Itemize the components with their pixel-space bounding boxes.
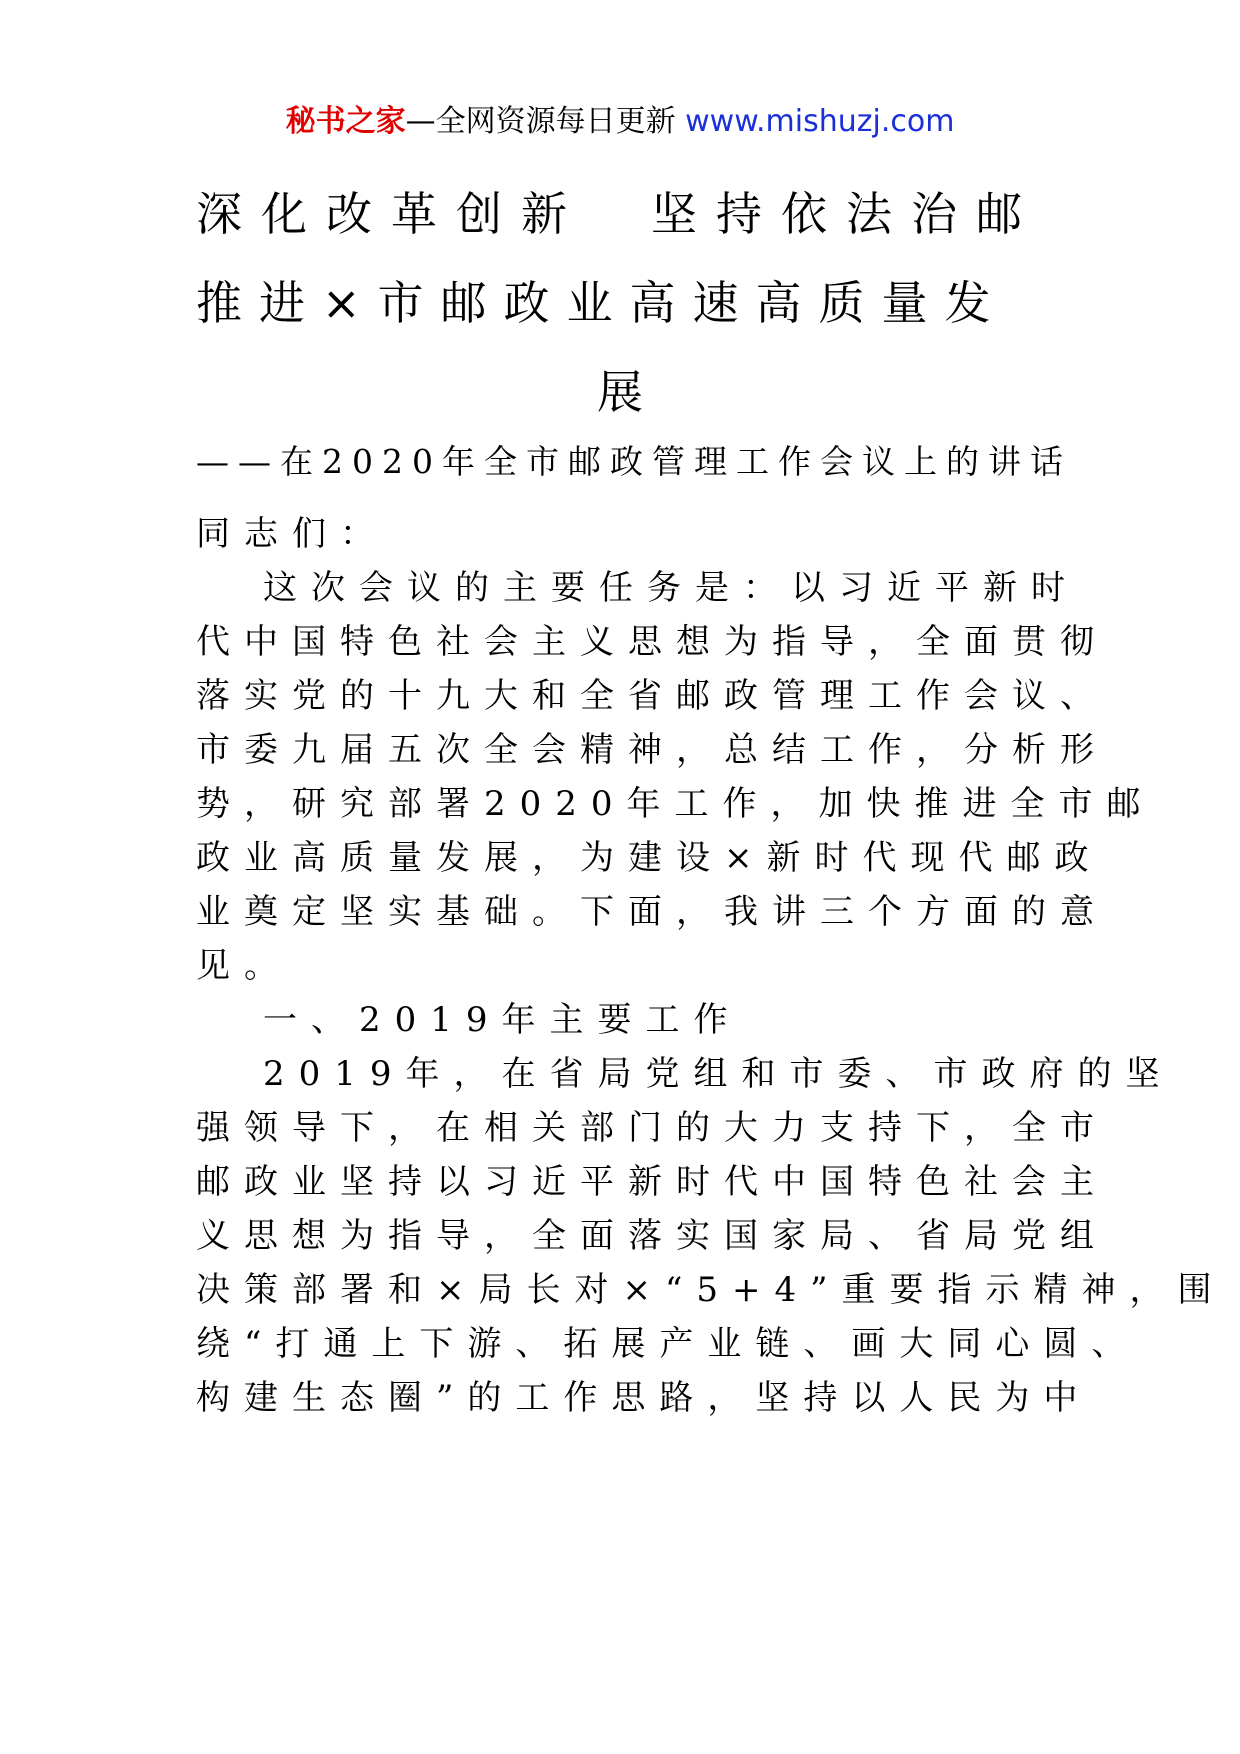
body-line: 业奠定坚实基础。下面，我讲三个方面的意 bbox=[196, 892, 1108, 932]
body-line: 落实党的十九大和全省邮政管理工作会议、 bbox=[196, 676, 1108, 716]
site-header bbox=[0, 102, 1240, 142]
body-line: 邮政业坚持以习近平新时代中国特色社会主 bbox=[196, 1162, 1108, 1202]
body-line: 市委九届五次全会精神，总结工作，分析形 bbox=[196, 730, 1108, 770]
body-line: 政业高质量发展，为建设×新时代现代邮政 bbox=[196, 838, 1103, 878]
body-line: 绕“打通上下游、拓展产业链、画大同心圆、 bbox=[196, 1324, 1140, 1364]
section-heading: 一、2019年主要工作 bbox=[263, 1000, 742, 1040]
body-line: 这次会议的主要任务是：以习近平新时 bbox=[263, 568, 1079, 608]
body-line: 义思想为指导，全面落实国家局、省局党组 bbox=[196, 1216, 1108, 1256]
body-line: 代中国特色社会主义思想为指导，全面贯彻 bbox=[196, 622, 1108, 662]
salutation: 同志们： bbox=[196, 514, 388, 554]
body-line: 2019年，在省局党组和市委、市政府的坚 bbox=[263, 1054, 1174, 1094]
title-line-3: 展 bbox=[597, 365, 643, 419]
title-line-1: 深化改革创新 坚持依法治邮 bbox=[196, 187, 1041, 241]
header-url-link[interactable]: www.mishuzj.com bbox=[685, 104, 955, 139]
speech-subtitle: ——在2020年全市邮政管理工作会议上的讲话 bbox=[196, 442, 1072, 481]
body-line: 势，研究部署2020年工作，加快推进全市邮 bbox=[196, 784, 1155, 824]
title-line-2: 推进×市邮政业高速高质量发 bbox=[196, 276, 1008, 330]
body-line: 强领导下，在相关部门的大力支持下，全市 bbox=[196, 1108, 1108, 1148]
brand-name: 秘书之家 bbox=[285, 104, 406, 139]
body-line: 构建生态圈”的工作思路，坚持以人民为中 bbox=[196, 1378, 1092, 1418]
body-line: 见。 bbox=[196, 946, 292, 986]
header-tagline: —全网资源每日更新 bbox=[405, 104, 686, 139]
body-line: 决策部署和×局长对×“5+4”重要指示精神，围 bbox=[196, 1270, 1226, 1310]
